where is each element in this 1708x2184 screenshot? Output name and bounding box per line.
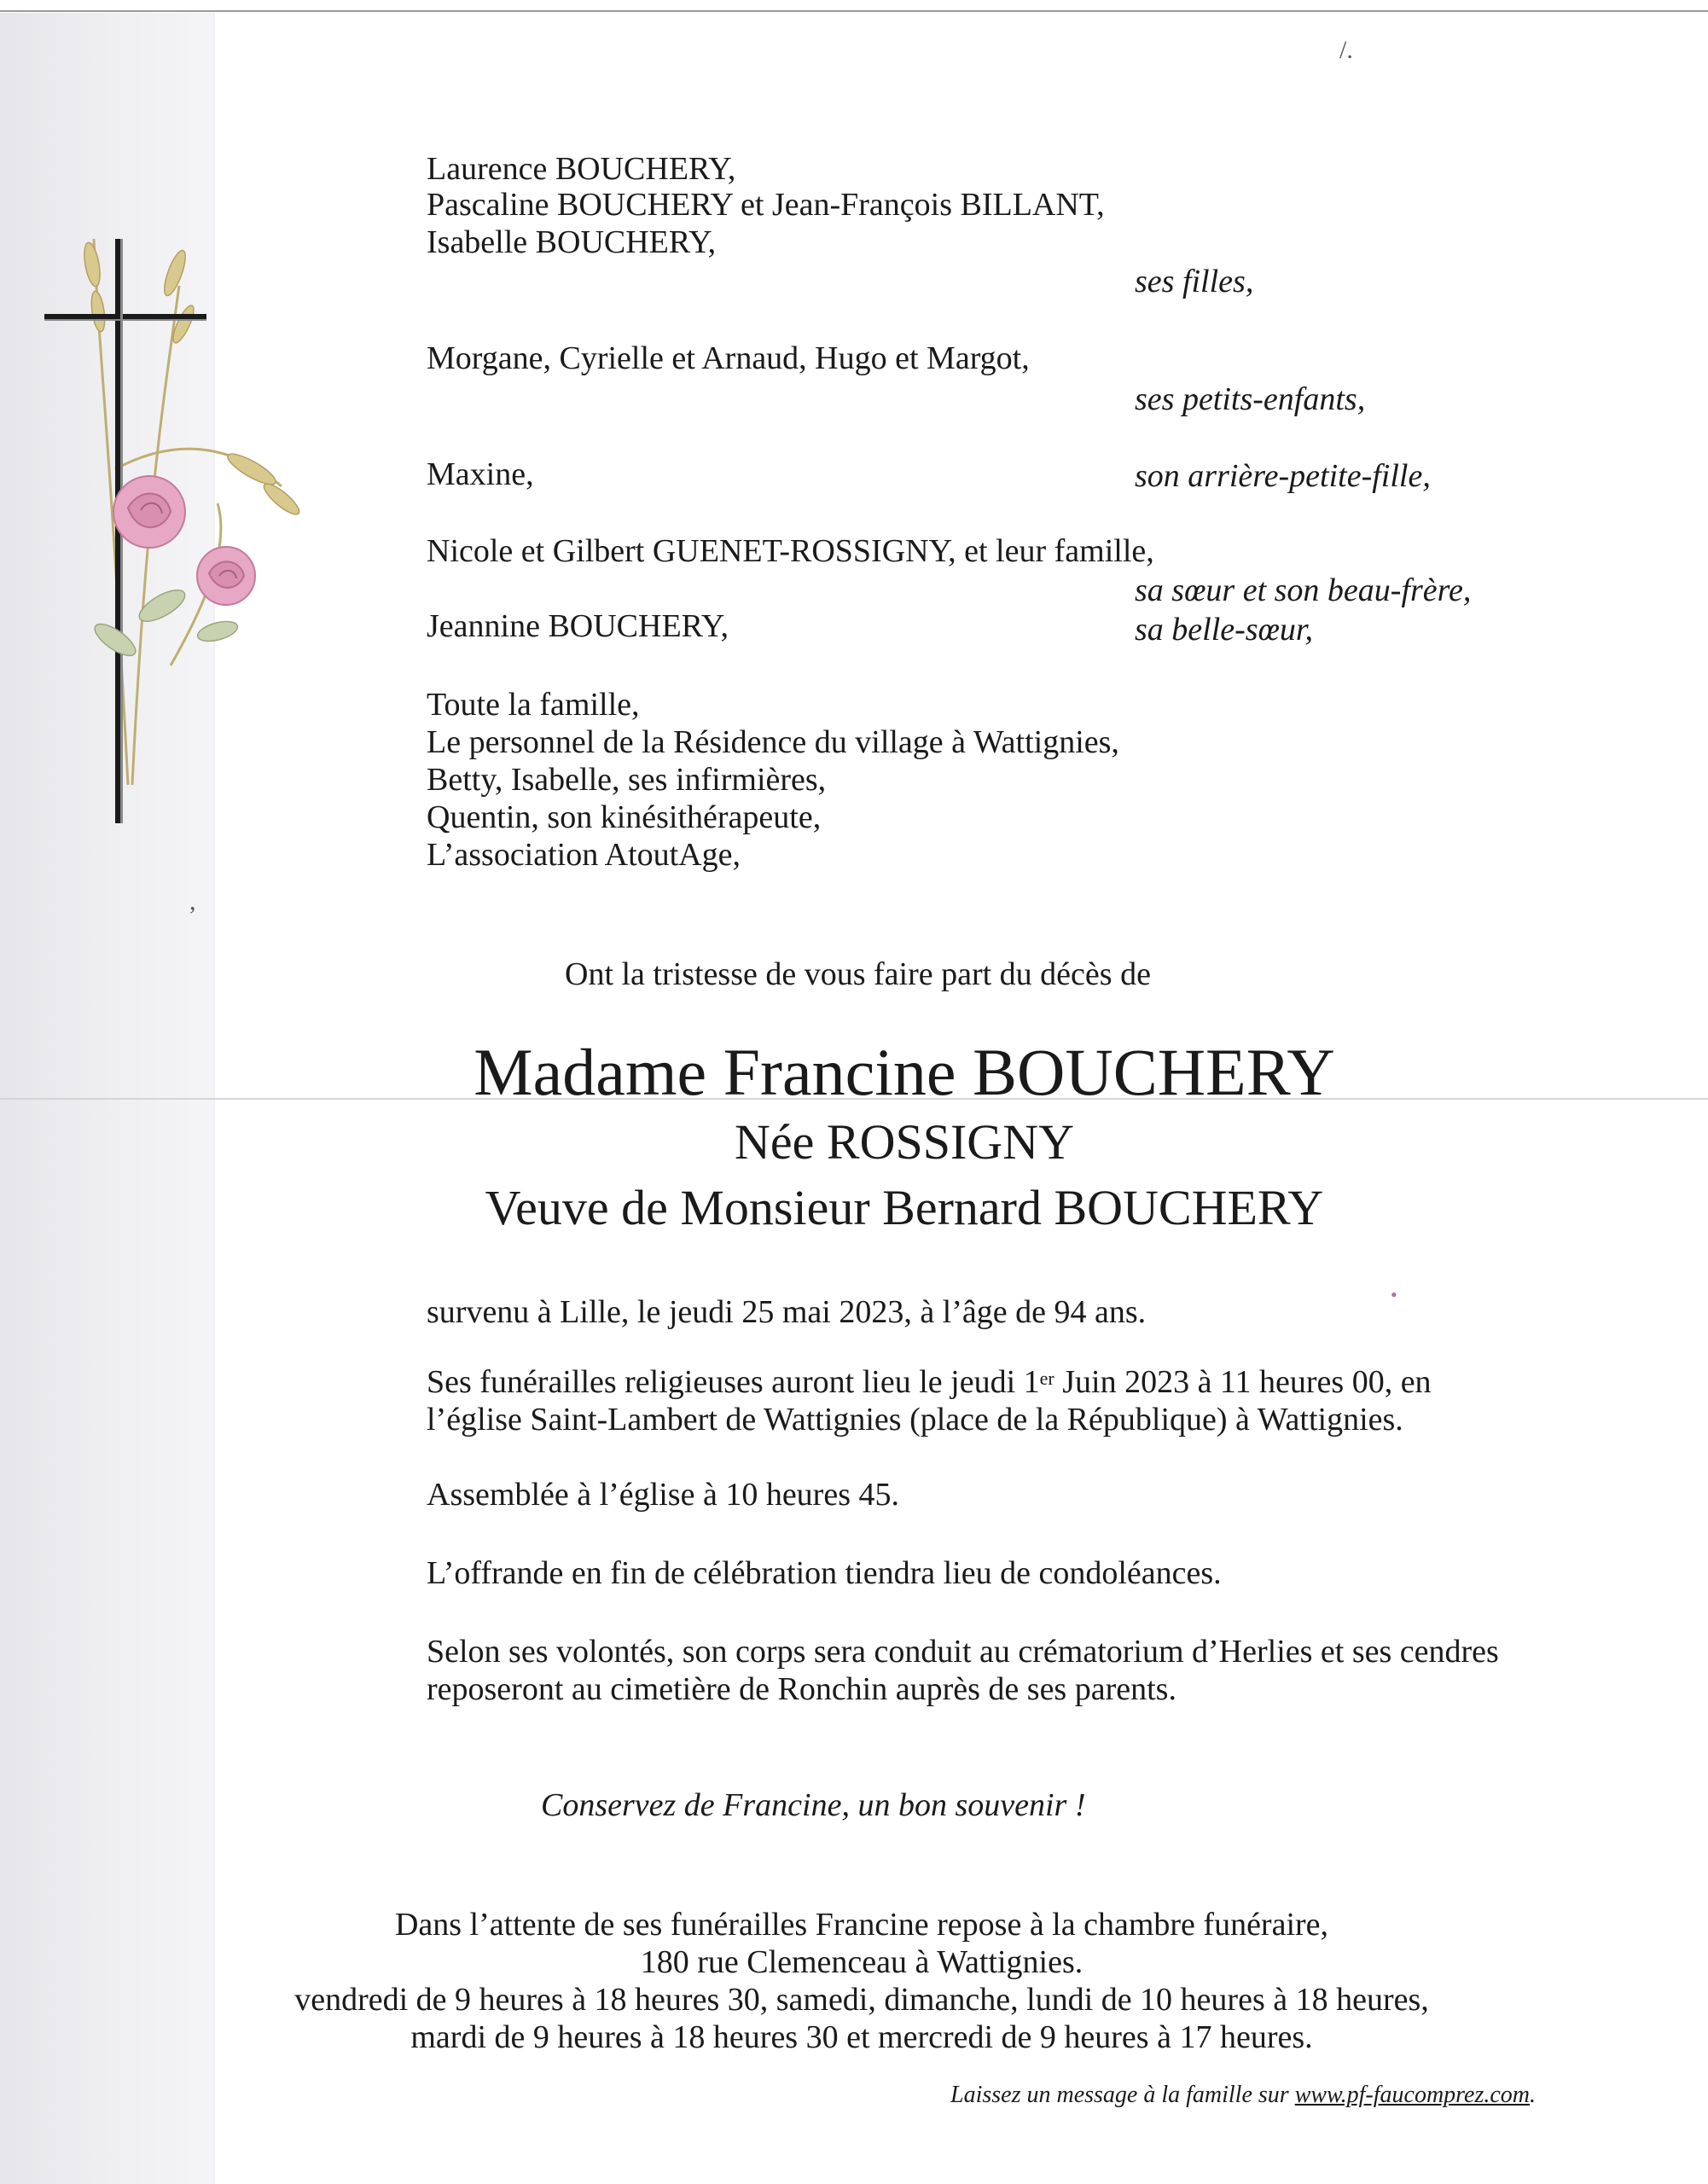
wishes-line1: Selon ses volontés, son corps sera conduit au crématorium d’Herlies et ses cendres [427,1634,1499,1670]
others-line: Toute la famille, [427,687,640,723]
sister-line: Nicole et Gilbert GUENET-ROSSIGNY, et leur famille, [427,533,1154,569]
deceased-widow-of: Veuve de Monsieur Bernard BOUCHERY [485,1180,1324,1235]
others-line: Betty, Isabelle, ses infirmières, [427,762,827,798]
deceased-name: Madame Francine BOUCHERY [473,1035,1335,1109]
rose-icon [113,476,255,605]
sister-in-law-line: Jeannine BOUCHERY, [427,608,729,644]
others-line: Quentin, son kinésithérapeute, [427,799,822,835]
top-rule [0,10,1708,12]
grandchildren-line: Morgane, Cyrielle et Arnaud, Hugo et Margot, [427,340,1030,376]
relation-grandchildren: ses petits-enfants, [1135,381,1366,417]
footer-message: Laissez un message à la famille sur www.pf-faucomprez.com. [950,2082,1536,2108]
remembrance-quote: Conservez de Francine, un bon souvenir ! [541,1787,1086,1823]
visitation-line: Dans l’attente de ses funérailles Francine repose à la chambre funéraire, [394,1907,1329,1943]
scan-mark: • [1391,1284,1397,1305]
great-grandchild-line: Maxine, [427,456,534,492]
daughter-line: Pascaline BOUCHERY et Jean-François BILLANT, [427,187,1105,223]
scan-mark: /. [1339,36,1353,64]
others-line: Le personnel de la Résidence du village à Wattignies, [427,724,1119,760]
daughter-line: Isabelle BOUCHERY, [427,224,717,260]
deceased-maiden-name: Née ROSSIGNY [735,1114,1074,1170]
visitation-line: 180 rue Clemenceau à Wattignies. [640,1944,1083,1980]
visitation-line: mardi de 9 heures à 18 heures 30 et mercredi de 9 heures à 17 heures. [410,2019,1313,2055]
relation-sister-in-law: sa belle-sœur, [1135,612,1313,648]
offering-note: L’offrande en fin de célébration tiendra lieu de condoléances. [427,1555,1222,1591]
cross-roses-wheat-illustration [34,239,375,836]
scan-mark: , [189,887,196,915]
funeral-details-line1: Ses funérailles religieuses auront lieu le jeudi 1er Juin 2023 à 11 heures 00, en [427,1364,1432,1400]
death-details: survenu à Lille, le jeudi 25 mai 2023, à l’âge de 94 ans. [427,1294,1147,1330]
relation-daughters: ses filles, [1135,264,1254,299]
visitation-line: vendredi de 9 heures à 18 heures 30, samedi, dimanche, lundi de 10 heures à 18 heures, [294,1982,1429,2018]
relation-sister: sa sœur et son beau-frère, [1135,572,1472,608]
wishes-line2: reposeront au cimetière de Ronchin auprès de ses parents. [427,1671,1176,1707]
others-line: L’association AtoutAge, [427,837,741,873]
funeral-details-line2: l’église Saint-Lambert de Wattignies (place de la République) à Wattignies. [427,1402,1403,1438]
announcement: Ont la tristesse de vous faire part du décès de [565,956,1151,992]
website-link[interactable]: www.pf-faucomprez.com [1294,2082,1530,2108]
daughter-line: Laurence BOUCHERY, [427,151,736,187]
assembly-time: Assemblée à l’église à 10 heures 45. [427,1477,899,1513]
relation-great-grandchild: son arrière-petite-fille, [1135,458,1431,494]
